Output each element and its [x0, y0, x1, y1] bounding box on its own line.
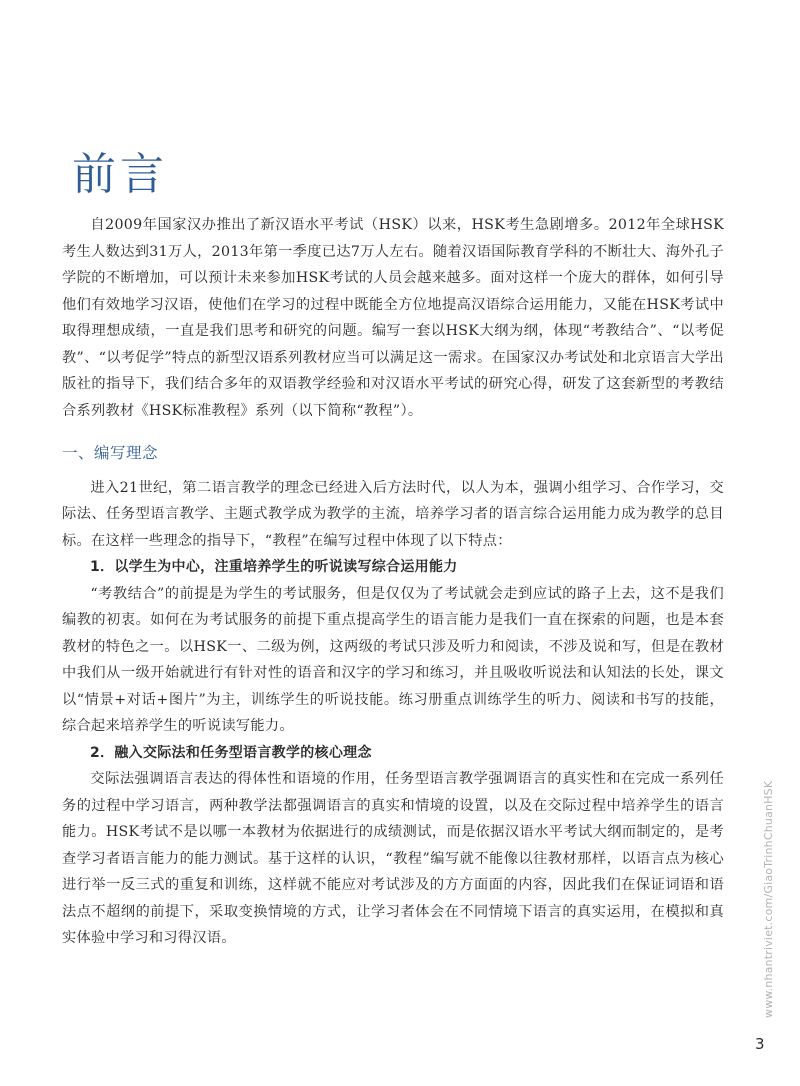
watermark-text: www.nhantriviet.com/GiaoTrinhChuanHSK [762, 780, 775, 1018]
point-2-paragraph: 交际法强调语言表达的得体性和语境的作用，任务型语言教学强调语言的真实性和在完成一系列任务的过程中学习语言，两种教学法都强调语言的真实和情境的设置，以及在交际过程中培养学生的语言能力。HSK考试不是以哪一本教材为依据进行的成绩测试，而是依据汉语水平考试大纲而制定的，是考查学习者语言能力的能力测试。基于这样的认识，“教程”编写就不能像以往教材那样，以语言点为核心进行举一反三式的重复和训练，这样就不能应对考试涉及的方方面面的内容，因此我们在保证词语和语法点不超纲的前提下，采取变换情境的方式，让学习者体会在不同情境下语言的真实运用，在模拟和真实体验中学习和习得汉语。 [62, 771, 724, 946]
page-number: 3 [755, 1035, 765, 1053]
intro-paragraph: 自2009年国家汉办推出了新汉语水平考试（HSK）以来，HSK考生急剧增多。2012年全球HSK考生人数达到31万人，2013年第一季度已达7万人左右。随着汉语国际教育学科的不断壮大、海外孔子学院的不断增加，可以预计未来参加HSK考试的人员会越来越多。面对这样一个庞大的群体，如何引导他们有效地学习汉语，使他们在学习的过程中既能全方位地提高汉语综合运用能力，又能在HSK考试中取得理想成绩，一直是我们思考和研究的问题。编写一套以HSK大纲为纲，体现“考教结合”、“以考促教”、“以考促学”特点的新型汉语系列教材应当可以满足这一需求。在国家汉办考试处和北京语言大学出版社的指导下，我们结合多年的双语教学经验和对汉语水平考试的研究心得，研发了这套新型的考教结合系列教材《HSK标准教程》系列（以下简称“教程”）。 [62, 217, 724, 419]
page-content [62, 212, 724, 952]
page-title: 前言 [72, 149, 168, 200]
point-2-heading: 2．融入交际法和任务型语言教学的核心理念 [90, 744, 372, 761]
point-1-heading: 1．以学生为中心，注重培养学生的听说读写综合运用能力 [90, 559, 458, 575]
section-heading-writing-philosophy: 一、编写理念 [62, 444, 159, 462]
section-intro-paragraph: 进入21世纪，第二语言教学的理念已经进入后方法时代，以人为本，强调小组学习、合作学习，交际法、任务型语言教学、主题式教学成为教学的主流，培养学习者的语言综合运用能力成为教学的总目标。在这样一些理念的指导下，“教程”在编写过程中体现了以下特点： [62, 479, 724, 549]
point-1-paragraph: “考教结合”的前提是为学生的考试服务，但是仅仅为了考试就会走到应试的路子上去，这不是我们编教的初衷。如何在为考试服务的前提下重点提高学生的语言能力是我们一直在探索的问题，也是本套教材的特色之一。以HSK一、二级为例，这两级的考试只涉及听力和阅读，不涉及说和写，但是在教材中我们从一级开始就进行有针对性的语音和汉字的学习和练习，并且吸收听说法和认知法的长处，课文以“情景+对话+图片”为主，训练学生的听说技能。练习册重点训练学生的听力、阅读和书写的技能，综合起来培养学生的听说读写能力。 [62, 585, 724, 734]
